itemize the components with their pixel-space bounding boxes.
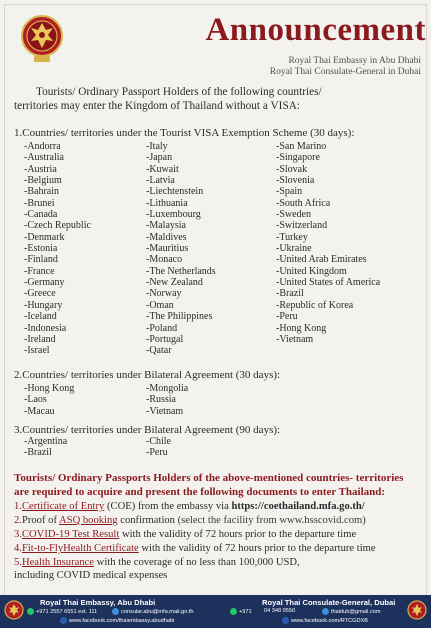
consulate-facebook[interactable]: www.facebook.com/RTCGDXB xyxy=(282,617,368,624)
country-item: -Vietnam xyxy=(146,405,184,417)
requirement-number: 4. xyxy=(14,543,22,554)
country-item: -Oman xyxy=(146,299,174,311)
country-item: -Monaco xyxy=(146,254,183,266)
consulate-subtitle: Royal Thai Consulate-General in Dubai xyxy=(269,67,421,77)
requirement-text: with the coverage of no less than 100,000 USD, xyxy=(94,557,300,568)
contact-footer xyxy=(0,595,431,628)
section-1-heading: 1.Countries/ territories under the Tourist VISA Exemption Scheme (30 days): xyxy=(14,127,355,139)
requirement-number: 2. xyxy=(14,515,22,526)
coe-link[interactable]: Certificate of Entry xyxy=(21,501,105,512)
facebook-icon xyxy=(60,617,67,624)
country-item: -Slovenia xyxy=(276,175,315,187)
country-item: -Ukraine xyxy=(276,243,312,255)
fit-to-fly-link[interactable]: Fit-to-FlyHealth Certificate xyxy=(21,543,139,554)
country-item: -Brazil xyxy=(24,447,52,459)
email-icon xyxy=(322,608,329,615)
consulate-phone: 04 348 9550 xyxy=(264,608,296,614)
requirement-text: Proof of xyxy=(21,515,60,526)
garuda-emblem-icon xyxy=(4,600,24,622)
requirement-text: confirmation xyxy=(117,515,178,526)
requirement-5-continued: including COVID medical expenses xyxy=(14,570,168,581)
country-item: -Republic of Korea xyxy=(276,299,354,311)
requirement-number: 1. xyxy=(14,501,22,512)
country-item: -Brazil xyxy=(276,288,304,300)
country-item: -Sweden xyxy=(276,209,311,221)
covid-test-link[interactable]: COVID-19 Test Result xyxy=(21,529,120,540)
section-1-column-1 xyxy=(24,141,91,357)
country-item: -Maldives xyxy=(146,231,187,243)
consulate-email[interactable]: thaidub@gmail.com xyxy=(322,608,381,615)
embassy-phone: +971 2557 6551 ext. 111 xyxy=(27,608,97,615)
asq-booking-link[interactable]: ASQ booking xyxy=(59,515,118,526)
country-item: -Russia xyxy=(146,394,176,406)
embassy-subtitle: Royal Thai Embassy in Abu Dhabi xyxy=(288,56,421,66)
country-item: -Peru xyxy=(276,311,298,323)
garuda-emblem-icon xyxy=(20,10,64,66)
country-item: -United States of America xyxy=(276,277,381,289)
email-icon xyxy=(112,608,119,615)
requirement-note: Tourists/ Ordinary Passports Holders of the above-mentioned countries- territories are required to acquire and present the following documents to enter Thailand: xyxy=(14,472,404,498)
requirement-5 xyxy=(14,557,424,569)
country-item: -Australia xyxy=(24,152,64,164)
consulate-phone-prefix: +971 xyxy=(230,608,252,615)
intro-text: Tourists/ Ordinary Passport Holders of the following countries/ territories may enter the Kingdom of Thailand without a VISA: xyxy=(14,86,322,112)
country-item: -Japan xyxy=(146,152,173,164)
section-1-column-3 xyxy=(276,141,380,345)
country-item: -Argentina xyxy=(24,436,68,447)
country-item: -United Kingdom xyxy=(276,265,347,277)
requirement-number: 3. xyxy=(14,529,22,540)
country-item: -Qatar xyxy=(146,345,172,357)
requirement-2 xyxy=(14,515,424,527)
country-item: -Belgium xyxy=(24,175,62,187)
requirement-1 xyxy=(14,501,424,513)
country-item: -Austria xyxy=(24,163,57,175)
country-item: -Finland xyxy=(24,254,58,266)
country-item: -Hong Kong xyxy=(24,383,75,394)
country-item: -South Africa xyxy=(276,197,331,209)
country-item: -Luxembourg xyxy=(146,209,201,221)
country-item: -Hungary xyxy=(24,299,63,311)
country-item: -Kuwait xyxy=(146,163,179,175)
requirement-text: (COE) from the embassy via xyxy=(104,501,232,512)
country-item: -Chile xyxy=(146,436,171,447)
country-item: -Mongolia xyxy=(146,383,189,394)
country-item: -Estonia xyxy=(24,243,58,255)
phone-icon xyxy=(230,608,237,615)
country-item: -Mauritius xyxy=(146,243,189,255)
country-item: -Malaysia xyxy=(146,220,186,232)
embassy-email[interactable]: consular.abu@mfa.mail.go.th xyxy=(112,608,194,615)
country-item: -United Arab Emirates xyxy=(276,254,367,266)
country-item: -Denmark xyxy=(24,231,65,243)
requirement-3 xyxy=(14,529,424,541)
country-item: -Czech Republic xyxy=(24,220,91,232)
page-title: Announcement xyxy=(205,12,426,48)
country-item: -Norway xyxy=(146,288,182,300)
country-item: -Brunei xyxy=(24,197,55,209)
country-item: -Liechtenstein xyxy=(146,186,204,198)
country-item: -Italy xyxy=(146,141,168,152)
country-item: -New Zealand xyxy=(146,277,203,289)
health-insurance-link[interactable]: Health Insurance xyxy=(21,557,95,568)
country-item: -The Philippines xyxy=(146,311,213,323)
country-item: -Poland xyxy=(146,322,178,334)
country-item: -Slovak xyxy=(276,163,308,175)
section-2-column-2 xyxy=(146,383,188,417)
country-item: -Germany xyxy=(24,277,65,289)
country-item: -Greece xyxy=(24,288,56,300)
requirement-number: 5. xyxy=(14,557,22,568)
facebook-icon xyxy=(282,617,289,624)
country-item: -Lithuania xyxy=(146,197,188,209)
country-item: -Ireland xyxy=(24,333,56,345)
phone-icon xyxy=(27,608,34,615)
garuda-emblem-icon xyxy=(407,600,427,622)
country-item: -Singapore xyxy=(276,152,320,164)
section-3-heading: 3.Countries/ territories under Bilateral Agreement (90 days): xyxy=(14,424,281,436)
section-3-column-2 xyxy=(146,436,171,459)
hsscovid-note: (select the facility from www.hsscovid.com) xyxy=(177,515,366,526)
section-1-column-2 xyxy=(146,141,216,357)
consulate-footer-title: Royal Thai Consulate-General, Dubai xyxy=(262,598,396,607)
country-item: -Andorra xyxy=(24,141,61,152)
country-item: -Canada xyxy=(24,209,58,221)
requirement-text: with the validity of 72 hours prior to the departure time xyxy=(119,529,357,540)
requirement-text: with the validity of 72 hours prior to the departure time xyxy=(138,543,376,554)
country-item: -Turkey xyxy=(276,231,308,243)
country-item: -Israel xyxy=(24,345,50,357)
country-item: -Bahrain xyxy=(24,186,59,198)
section-2-heading: 2.Countries/ territories under Bilateral Agreement (30 days): xyxy=(14,369,281,381)
country-item: -Indonesia xyxy=(24,322,67,334)
embassy-footer-title: Royal Thai Embassy, Abu Dhabi xyxy=(40,598,156,607)
requirement-4 xyxy=(14,543,424,555)
country-item: -Switzerland xyxy=(276,220,328,232)
country-item: -Laos xyxy=(24,394,47,406)
country-item: -Iceland xyxy=(24,311,57,323)
country-item: -Portugal xyxy=(146,333,184,345)
section-2-column-1 xyxy=(24,383,74,417)
country-item: -Vietnam xyxy=(276,333,314,345)
country-item: -Peru xyxy=(146,447,168,459)
country-item: -San Marino xyxy=(276,141,327,152)
embassy-facebook[interactable]: www.facebook.com/thaiembassy.abudhabi xyxy=(60,617,174,624)
country-item: -Macau xyxy=(24,405,55,417)
country-item: -Latvia xyxy=(146,175,175,187)
country-item: -Spain xyxy=(276,186,303,198)
section-3-column-1 xyxy=(24,436,67,459)
country-item: -The Netherlands xyxy=(146,265,216,277)
coe-url-link[interactable]: https://coethailand.mfa.go.th/ xyxy=(231,501,365,512)
country-item: -Hong Kong xyxy=(276,322,327,334)
country-item: -France xyxy=(24,265,55,277)
